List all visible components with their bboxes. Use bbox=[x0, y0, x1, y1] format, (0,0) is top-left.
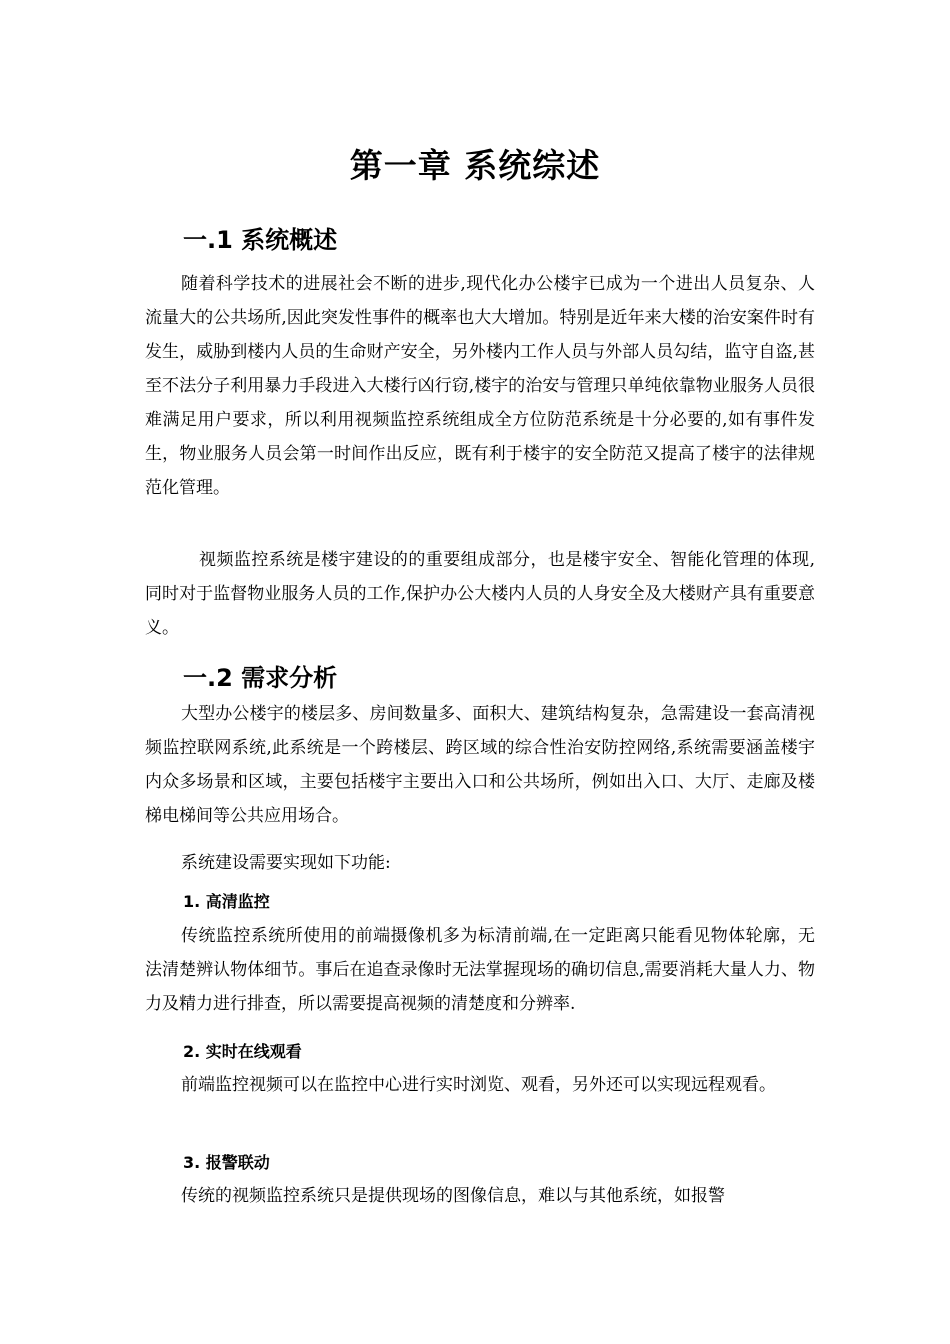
requirements-paragraph-1: 大型办公楼宇的楼层多、房间数量多、面积大、建筑结构复杂，急需建设一套高清视频监控联网系统,此系统是一个跨楼层、跨区域的综合性治安防控网络,系统需要涵盖楼宇内众多场景和区域，主要包括楼宇主要出入口和公共场所，例如出入口、大厅、走廊及楼梯电梯间等公共应用场合。 bbox=[145, 704, 815, 826]
overview-paragraph-1: 随着科学技术的进展社会不断的进步,现代化办公楼宇已成为一个进出人员复杂、人流量大的公共场所,因此突发性事件的概率也大大增加。特别是近年来大楼的治安案件时有发生，威胁到楼内人员的生命财产安全，另外楼内工作人员与外部人员勾结，监守自盗,甚至不法分子利用暴力手段进入大楼行凶行窃,楼宇的治安与管理只单纯依靠物业服务人员很难满足用户要求，所以利用视频监控系统组成全方位防范系统是十分必要的,如有事件发生，物业服务人员会第一时间作出反应，既有利于楼宇的安全防范又提高了楼宇的法律规范化管理。 bbox=[145, 274, 815, 498]
overview-paragraph-2: 视频监控系统是楼宇建设的的重要组成部分，也是楼宇安全、智能化管理的体现,同时对于监督物业服务人员的工作,保护办公大楼内人员的人身安全及大楼财产具有重要意义。 bbox=[145, 550, 815, 638]
section-heading-requirements: 一.2 需求分析 bbox=[183, 664, 338, 692]
requirements-paragraph-2: 系统建设需要实现如下功能: bbox=[181, 853, 391, 873]
item-text-hd-monitoring: 传统监控系统所使用的前端摄像机多为标清前端,在一定距离只能看见物体轮廓，无法清楚辨认物体细节。事后在追查录像时无法掌握现场的确切信息,需要消耗大量人力、物力及精力进行排查，所以需要提高视频的清楚度和分辨率. bbox=[145, 926, 815, 1014]
item-text-alarm-linkage: 传统的视频监控系统只是提供现场的图像信息，难以与其他系统，如报警 bbox=[181, 1186, 725, 1206]
item-heading-hd-monitoring: 1. 高清监控 bbox=[183, 892, 270, 911]
chapter-title: 第一章 系统综述 bbox=[349, 146, 601, 185]
section-heading-overview: 一.1 系统概述 bbox=[183, 226, 338, 254]
item-heading-alarm-linkage: 3. 报警联动 bbox=[183, 1153, 270, 1172]
item-heading-realtime-viewing: 2. 实时在线观看 bbox=[183, 1042, 302, 1061]
item-text-realtime-viewing: 前端监控视频可以在监控中心进行实时浏览、观看，另外还可以实现远程观看。 bbox=[181, 1075, 776, 1095]
